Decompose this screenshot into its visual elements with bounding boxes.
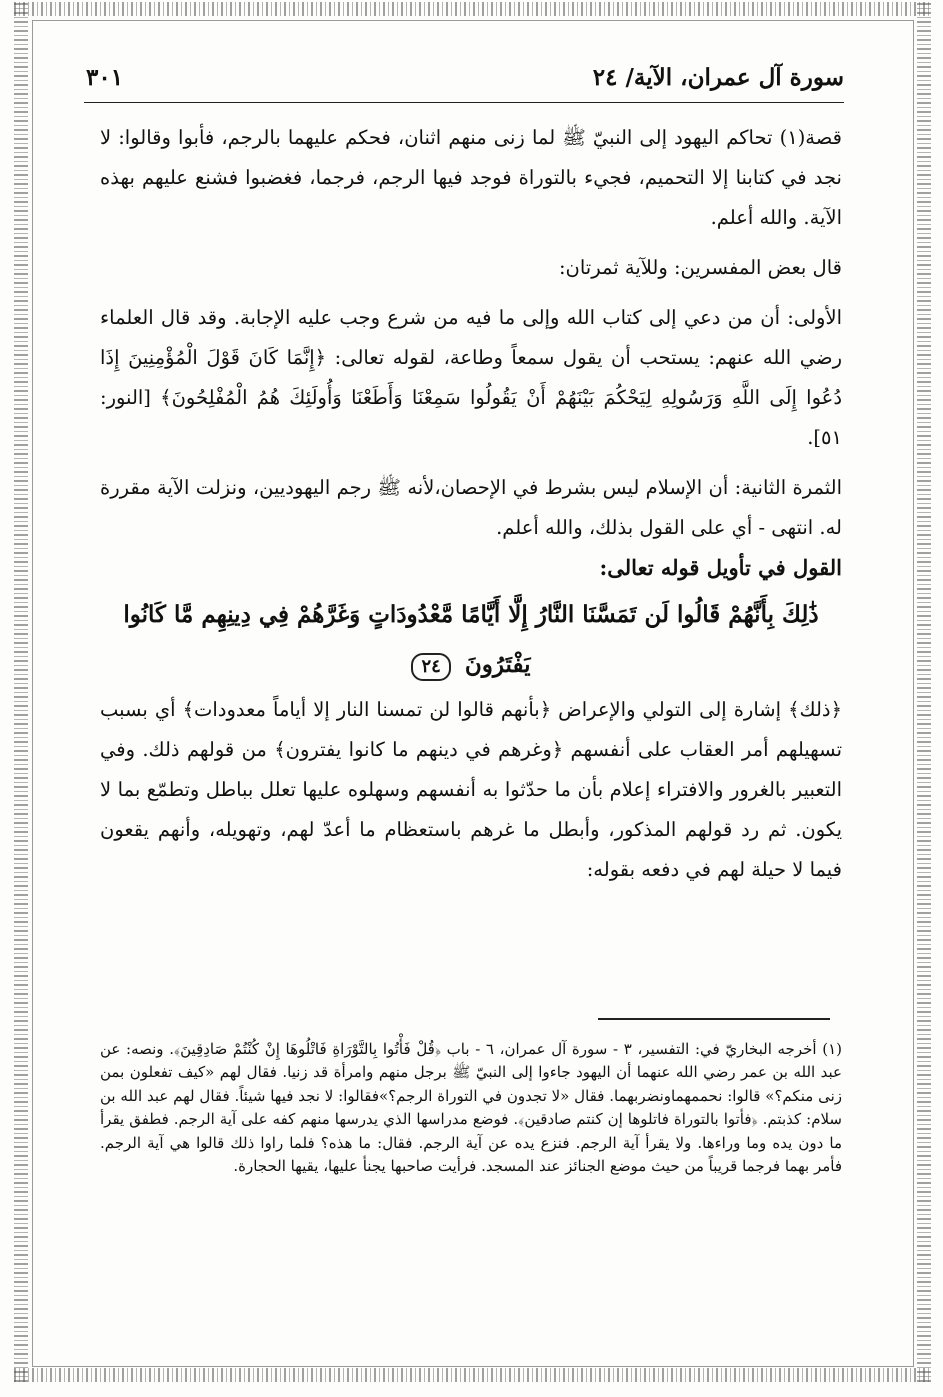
- running-title: سورة آل عمران، الآية/ ٢٤: [592, 64, 844, 91]
- verse-line-1: ذَٰلِكَ بِأَنَّهُمْ قَالُوا لَن تَمَسَّنَا النَّارُ إِلَّا أَيَّامًا مَّعْدُودَاتٍ وَغَرَّهُمْ فِي دِينِهِم مَّا كَانُوا: [123, 601, 819, 628]
- footnote-1: (١) أخرجه البخاريّ في: التفسير، ٣ - سورة آل عمران، ٦ - باب ﴿قُلْ فَأْتُوا بِالتَّوْرَاةِ فَاتْلُوهَا إِنْ كُنْتُمْ صَادِقِينَ﴾. ونصه: عن عبد الله بن عمر رضي الله عنهما أن اليهود جاءوا إلى النبيّ ﷺ برجل منهم وامرأة قد زنيا. فقال لهم «كيف تفعلون بمن زنى منكم؟» قالوا: نحممهماونضربهما. فقال «لا تجدون في التوراة الرجم؟»فقالوا: لا نجد فيها شيئاً. فقال لهم عبد الله بن سلام: كذبتم. ﴿فأتوا بالتوراة فاتلوها إن كنتم صادقين﴾. فوضع مدراسها الذي يدرسها منهم كفه على آية الرجم. فطفق يقرأ ما دون يده وما وراءها. ولا يقرأ آية الرجم. فنزع يده عن آية الرجم. فقال: ما هذه؟ فلما راوا ذلك قالوا هي آية الرجم. فأمر بهما فرجما قريباً من حيث موضع الجنائز عند المسجد. فرأيت صاحبها يجنأ عليها، يقيها الحجارة.: [100, 1040, 842, 1176]
- decorative-border-right: [917, 2, 931, 1382]
- paragraph-first-benefit: الأولى: أن من دعي إلى كتاب الله وإلى ما فيه من شرع وجب عليه الإجابة. وقد قال العلماء رضي الله عنهم: يستحب أن يقول سمعاً وطاعة، لقوله تعالى: ﴿إِنَّمَا كَانَ قَوْلَ الْمُؤْمِنِينَ إِذَا دُعُوا إِلَى اللَّهِ وَرَسُولِهِ لِيَحْكُمَ بَيْنَهُمْ أَنْ يَقُولُوا سَمِعْنَا وَأَطَعْنَا وَأُولَئِكَ هُمُ الْمُفْلِحُونَ﴾ [النور: ٥١].: [100, 306, 842, 449]
- footnotes: [100, 1038, 842, 1178]
- paragraph-second-benefit: الثمرة الثانية: أن الإسلام ليس بشرط في الإحصان،لأنه ﷺ رجم اليهوديين، ونزلت الآية مقررة له. انتهى - أي على القول بذلك، والله أعلم.: [100, 476, 842, 539]
- decorative-border-left: [14, 2, 28, 1382]
- decorative-border-bottom: [14, 1368, 929, 1382]
- decorative-border-top: [14, 2, 929, 16]
- paragraph-two-benefits: قال بعض المفسرين: وللآية ثمرتان:: [558, 256, 842, 279]
- paragraph-story: قصة(١) تحاكم اليهود إلى النبيّ ﷺ لما زنى منهم اثنان، فحكم عليهما بالرجم، فأبوا وقالوا: لا نجد في كتابنا إلا التحميم، فجيء بالتوراة فوجد فيها الرجم، فرجما، فغضبوا فشنع عليهم بهذه الآية. والله أعلم.: [100, 126, 842, 229]
- quran-verse: [100, 590, 842, 690]
- section-heading: القول في تأويل قوله تعالى:: [599, 555, 842, 580]
- page-header: [84, 60, 844, 103]
- main-text: [100, 118, 842, 890]
- footnote-separator: [598, 1018, 830, 1020]
- paragraph-commentary: ﴿ذلك﴾ إشارة إلى التولي والإعراض ﴿بأنهم قالوا لن تمسنا النار إلا أياماً معدودات﴾ أي بسبب تسهيلهم أمر العقاب على أنفسهم ﴿وغرهم في دينهم ما كانوا يفترون﴾ من قولهم ذلك. وفي التعبير بالغرور والافتراء إعلام بأن ما حدّثوا به أنفسهم وسهلوه عليها تعلل بباطل وتطمّع بما لا يكون. ثم رد قولهم المذكور، وأبطل ما غرهم باستعظام ما أعدّ لهم، وتهويله، وأنهم يقعون فيما لا حيلة لهم في دفعه بقوله:: [100, 698, 842, 881]
- verse-line-2: [100, 640, 842, 690]
- verse-number-badge: ٢٤: [411, 653, 450, 681]
- page-number: ٣٠١: [86, 64, 124, 91]
- verse-word: يَفْتَرُونَ: [464, 651, 531, 678]
